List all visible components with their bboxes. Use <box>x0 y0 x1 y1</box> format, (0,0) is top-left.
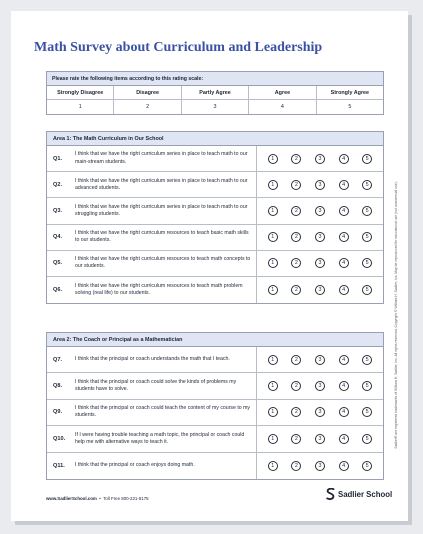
scale-label: Agree <box>249 86 316 99</box>
question-number: Q3. <box>53 207 63 214</box>
rating-option-1[interactable]: 1 <box>268 154 278 164</box>
page-title: Math Survey about Curriculum and Leadership <box>34 40 323 55</box>
question-row <box>47 172 383 198</box>
rating-option-4[interactable]: 4 <box>339 355 349 365</box>
question-row <box>47 198 383 224</box>
rating-options <box>256 146 383 171</box>
question-row <box>47 453 383 479</box>
rating-option-5[interactable]: 5 <box>362 434 372 444</box>
sadlier-logo-icon <box>326 488 335 500</box>
rating-option-5[interactable]: 5 <box>362 206 372 216</box>
rating-option-3[interactable]: 3 <box>315 461 325 471</box>
question-text: I think that the principal or coach enjoys doing math. <box>75 462 195 469</box>
footer-site: www.SadlierSchool.com <box>46 496 97 501</box>
rating-options <box>256 198 383 223</box>
question-number: Q9. <box>53 409 63 416</box>
rating-option-3[interactable]: 3 <box>315 285 325 295</box>
rating-option-5[interactable]: 5 <box>362 407 372 417</box>
rating-option-2[interactable]: 2 <box>291 258 301 268</box>
rating-option-2[interactable]: 2 <box>291 381 301 391</box>
rating-options <box>256 225 383 250</box>
rating-option-5[interactable]: 5 <box>362 355 372 365</box>
rating-option-2[interactable]: 2 <box>291 407 301 417</box>
question-text: I think that we have the right curriculum series in place to teach math to our main-stream students. <box>75 151 248 165</box>
area-title: Area 1: The Math Curriculum in Our School <box>47 132 383 146</box>
question-text: I think that the principal or coach could solve the kinds of problems my students have to solve. <box>75 378 237 393</box>
rating-option-4[interactable]: 4 <box>339 381 349 391</box>
survey-area-1 <box>46 131 384 304</box>
rating-option-4[interactable]: 4 <box>339 232 349 242</box>
question-number: Q2. <box>53 181 63 188</box>
question-row <box>47 225 383 251</box>
rating-option-5[interactable]: 5 <box>362 285 372 295</box>
rating-option-2[interactable]: 2 <box>291 180 301 190</box>
footer-phone: Toll Free 800-221-5175 <box>103 496 149 501</box>
question-row <box>47 277 383 303</box>
rating-options <box>256 251 383 276</box>
scale-value: 4 <box>249 100 316 114</box>
question-row <box>47 146 383 172</box>
rating-option-2[interactable]: 2 <box>291 434 301 444</box>
scale-value: 1 <box>47 100 114 114</box>
rating-option-3[interactable]: 3 <box>315 206 325 216</box>
rating-option-5[interactable]: 5 <box>362 154 372 164</box>
question-text: I think that we have the right curriculum resources to teach basic math skills to our students. <box>75 229 249 244</box>
rating-scale-instruction: Please rate the following items according to this rating scale: <box>47 72 383 86</box>
rating-option-1[interactable]: 1 <box>268 461 278 471</box>
rating-option-1[interactable]: 1 <box>268 355 278 365</box>
question-text: If I were having trouble teaching a math topic, the principal or coach could help me with alternative ways to teach it. <box>75 431 245 445</box>
question-text: I think that we have the right curriculum resources to teach math concepts to our students. <box>75 256 251 270</box>
rating-option-4[interactable]: 4 <box>339 461 349 471</box>
rating-option-2[interactable]: 2 <box>291 461 301 471</box>
rating-option-1[interactable]: 1 <box>268 285 278 295</box>
question-text: I think that the principal or coach understands the math that I teach. <box>75 356 230 363</box>
rating-option-4[interactable]: 4 <box>339 434 349 444</box>
area-title: Area 2: The Coach or Principal as a Mathematician <box>47 333 383 347</box>
rating-option-4[interactable]: 4 <box>339 206 349 216</box>
scale-label: Disagree <box>114 86 181 99</box>
rating-option-2[interactable]: 2 <box>291 355 301 365</box>
footer-separator: • <box>98 496 103 501</box>
rating-option-4[interactable]: 4 <box>339 154 349 164</box>
rating-option-1[interactable]: 1 <box>268 206 278 216</box>
question-row <box>47 347 383 373</box>
question-row <box>47 400 383 426</box>
question-text: I think that we have the right curriculum series in place to teach math to our struggling students. <box>75 203 248 217</box>
rating-option-3[interactable]: 3 <box>315 258 325 268</box>
rating-option-1[interactable]: 1 <box>268 232 278 242</box>
rating-option-4[interactable]: 4 <box>339 285 349 295</box>
question-text: I think that we have the right curriculum resources to teach math problem solving (real life) to our students. <box>75 282 243 297</box>
question-number: Q7. <box>53 356 63 363</box>
rating-option-3[interactable]: 3 <box>315 355 325 365</box>
rating-option-2[interactable]: 2 <box>291 285 301 295</box>
scale-value: 3 <box>182 100 249 114</box>
rating-options <box>256 373 383 398</box>
sadlier-brand <box>326 488 392 500</box>
question-number: Q5. <box>53 260 63 267</box>
copyright-notice <box>393 150 399 480</box>
rating-option-3[interactable]: 3 <box>315 407 325 417</box>
rating-option-1[interactable]: 1 <box>268 258 278 268</box>
rating-option-4[interactable]: 4 <box>339 258 349 268</box>
rating-options <box>256 426 383 451</box>
rating-option-4[interactable]: 4 <box>339 180 349 190</box>
rating-scale-table <box>46 71 384 115</box>
footer-contact <box>46 496 149 501</box>
rating-option-5[interactable]: 5 <box>362 232 372 242</box>
question-text: I think that the principal or coach could teach the content of my course to my students. <box>75 405 251 419</box>
rating-options <box>256 277 383 303</box>
rating-option-1[interactable]: 1 <box>268 180 278 190</box>
rating-option-3[interactable]: 3 <box>315 434 325 444</box>
brand-name: Sadlier School <box>338 489 393 499</box>
question-number: Q1. <box>53 155 63 162</box>
rating-option-1[interactable]: 1 <box>268 381 278 391</box>
rating-option-2[interactable]: 2 <box>291 206 301 216</box>
rating-scale-values-row <box>47 100 383 114</box>
scale-value: 5 <box>348 104 352 110</box>
question-number: Q11. <box>53 462 65 469</box>
survey-area-2 <box>46 332 384 480</box>
rating-options <box>256 453 383 479</box>
rating-option-5[interactable]: 5 <box>362 180 372 190</box>
rating-option-4[interactable]: 4 <box>339 407 349 417</box>
question-number: Q4. <box>53 234 63 241</box>
rating-option-2[interactable]: 2 <box>291 154 301 164</box>
rating-option-5[interactable]: 5 <box>362 258 372 268</box>
question-row <box>47 251 383 277</box>
rating-option-3[interactable]: 3 <box>315 381 325 391</box>
rating-option-3[interactable]: 3 <box>315 232 325 242</box>
rating-scale-labels-row <box>47 86 383 100</box>
rating-options <box>256 347 383 372</box>
scale-label: Strongly Agree <box>330 89 370 96</box>
rating-option-5[interactable]: 5 <box>362 381 372 391</box>
rating-options <box>256 400 383 425</box>
question-row <box>47 373 383 399</box>
rating-option-3[interactable]: 3 <box>315 180 325 190</box>
rating-options <box>256 172 383 197</box>
question-text: I think that we have the right curriculum series in place to teach math to our advanced students. <box>75 177 248 191</box>
copyright-text: Sadlier® are registered trademarks of William H. Sadlier, Inc. All rights reserved. Copyright © William H. Sadlier, Inc. May be reproduced for educational use (not commercial use). <box>394 181 398 449</box>
scale-label: Partly Agree <box>182 86 249 99</box>
question-number: Q8. <box>53 383 63 390</box>
rating-option-1[interactable]: 1 <box>268 434 278 444</box>
rating-option-1[interactable]: 1 <box>268 407 278 417</box>
question-row <box>47 426 383 452</box>
rating-option-5[interactable]: 5 <box>362 461 372 471</box>
question-number: Q6. <box>53 287 63 294</box>
question-number: Q10. <box>53 435 66 442</box>
scale-value: 2 <box>114 100 181 114</box>
rating-option-2[interactable]: 2 <box>291 232 301 242</box>
scale-label: Strongly Disagree <box>47 86 114 99</box>
rating-option-3[interactable]: 3 <box>315 154 325 164</box>
